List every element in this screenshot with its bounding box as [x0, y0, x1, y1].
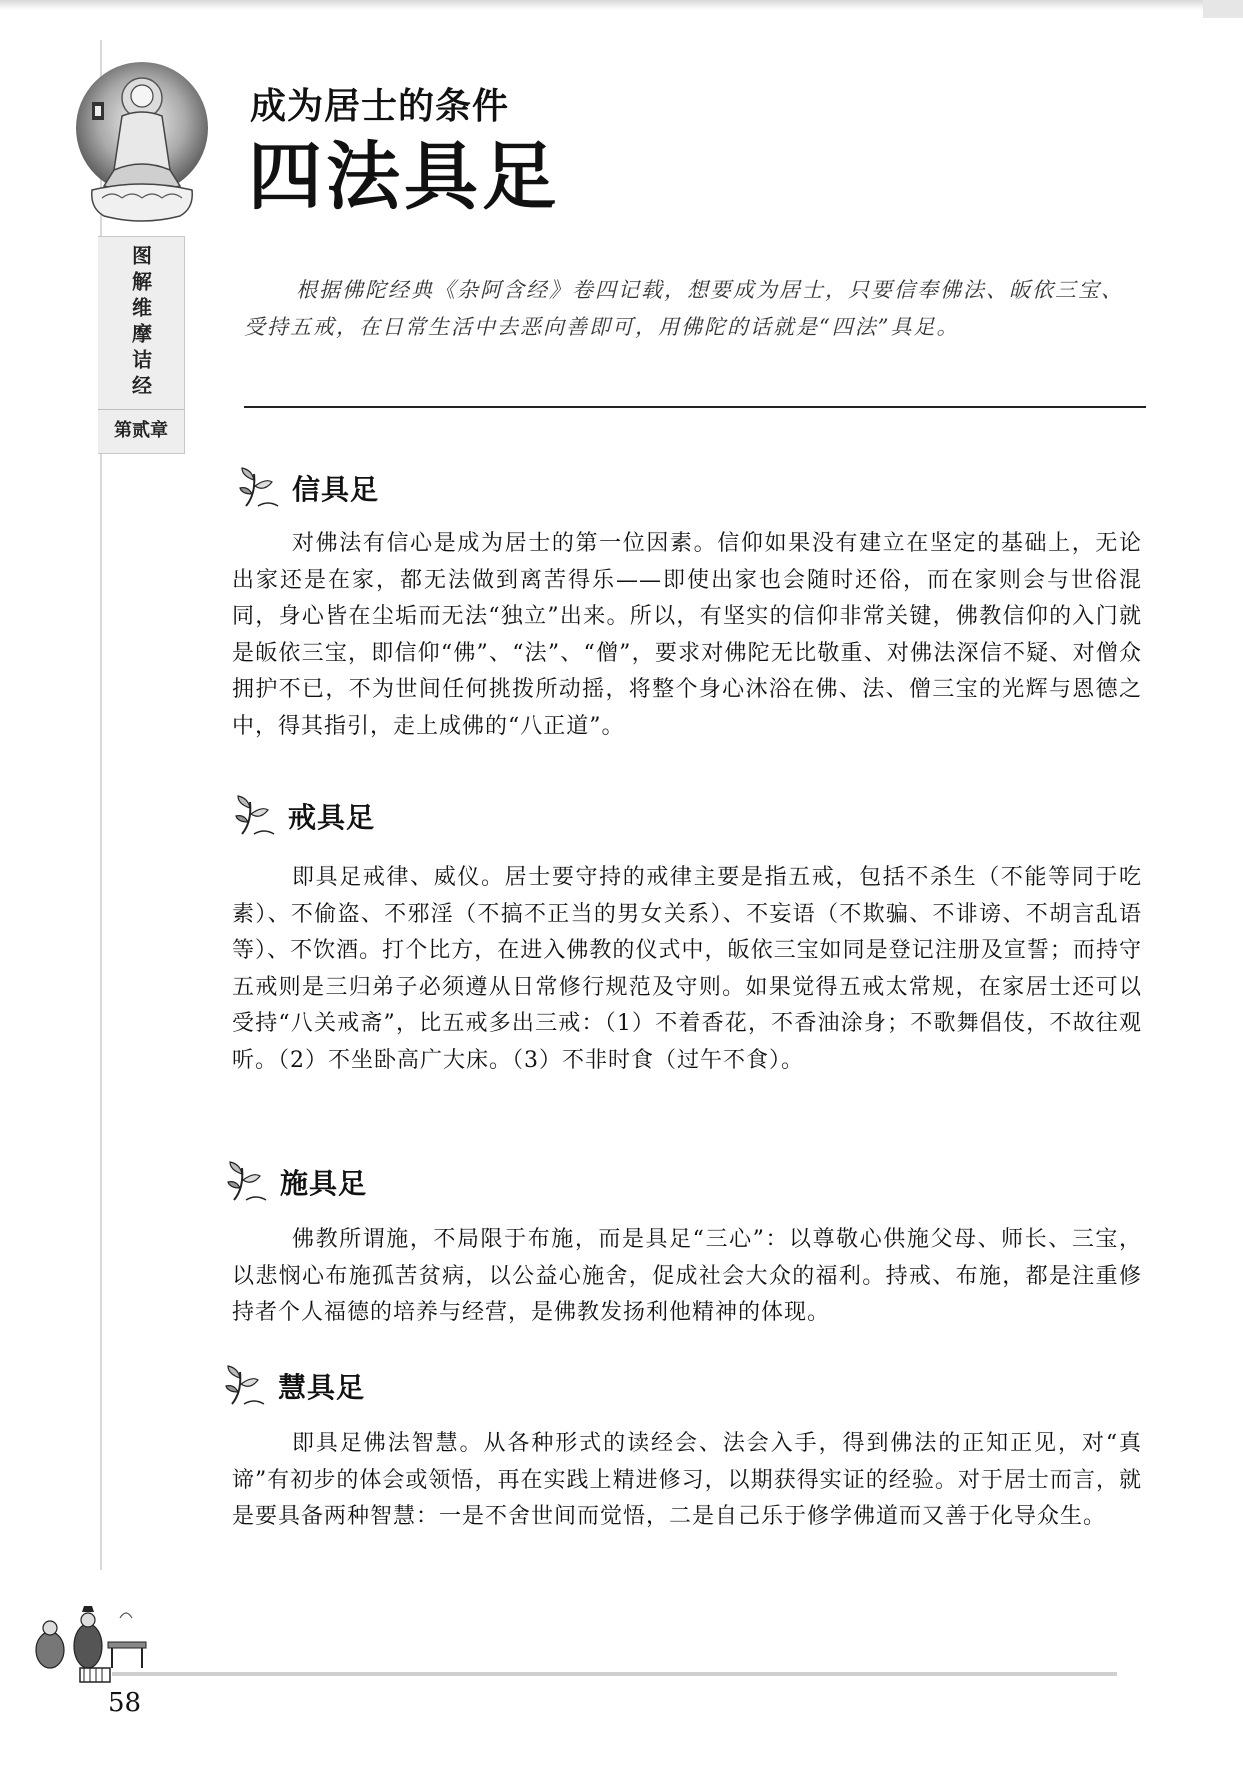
section-heading: [224, 1364, 365, 1408]
plant-icon: [226, 1160, 270, 1204]
book-title: 图解维摩诘经: [128, 245, 153, 401]
page-corner: [1203, 0, 1243, 18]
footer-rule: [112, 1672, 1117, 1676]
section-body: 佛教所谓施，不局限于布施，而是具足“三心”：以尊敬心供施父母、师长、三宝，以悲悯心布施孤苦贫病，以公益心施舍，促成社会大众的福利。持戒、布施，都是注重修持者个人福德的培养与经营，是佛教发扬利他精神的体现。: [232, 1227, 1142, 1325]
plant-icon: [238, 466, 282, 510]
page-subtitle: 成为居士的条件: [250, 85, 510, 127]
section-heading-text: 慧具足: [278, 1371, 366, 1404]
page-top-shadow: [0, 0, 1243, 10]
intro-paragraph: 根据佛陀经典《杂阿含经》卷四记载，想要成为居士，只要信奉佛法、皈依三宝、受持五戒，在日常生活中去恶向善即可，用佛陀的话就是“四法”具足。: [244, 278, 1124, 339]
section-body: 对佛法有信心是成为居士的第一位因素。信仰如果没有建立在坚定的基础上，无论出家还是在家，都无法做到离苦得乐——即使出家也会随时还俗，而在家则会与世俗混同，身心皆在尘垢而无法“独立”出来。所以，有坚实的信仰非常关键，佛教信仰的入门就是皈依三宝，即信仰“佛”、“法”、“僧”，要求对佛陀无比敬重、对佛法深信不疑、对僧众拥护不已，不为世间任何挑拨所动摇，将整个身心沐浴在佛、法、僧三宝的光辉与恩德之中，得其指引，走上成佛的“八正道”。: [232, 531, 1142, 739]
section-body: 即具足戒律、威仪。居士要守持的戒律主要是指五戒，包括不杀生（不能等同于吃素）、不偷盗、不邪淫（不搞不正当的男女关系）、不妄语（不欺骗、不诽谤、不胡言乱语等）、不饮酒。打个比方，在进入佛教的仪式中，皈依三宝如同是登记注册及宣誓；而持守五戒则是三归弟子必须遵从日常修行规范及守则。如果觉得五戒太常规，在家居士还可以受持“八关戒斋”，比五戒多出三戒：（1）不着香花，不香油涂身；不歌舞倡伎，不故往观听。（2）不坐卧高广大床。（3）不非时食（过午不食）。: [232, 865, 1142, 1073]
section-heading: [226, 1160, 367, 1204]
section-heading-text: 戒具足: [288, 801, 376, 834]
plant-icon: [224, 1364, 268, 1408]
section-heading: [238, 466, 379, 510]
plant-icon: [234, 794, 278, 838]
buddha-illustration: [62, 58, 218, 228]
section-heading: [234, 794, 375, 838]
section-body: 即具足佛法智慧。从各种形式的读经会、法会入手，得到佛法的正知正见，对“真谛”有初步的体会或领悟，再在实践上精进修习，以期获得实证的经验。对于居士而言，就是要具备两种智慧：一是不舍世间而觉悟，二是自己乐于修学佛道而又善于化导众生。: [232, 1431, 1142, 1529]
intro-divider: [244, 406, 1146, 408]
page-title: 四法具足: [248, 134, 560, 220]
page-number: 58: [108, 1688, 142, 1718]
side-tab: [98, 236, 185, 454]
chapter-label: 第贰章: [98, 409, 184, 448]
section-heading-text: 施具足: [280, 1167, 368, 1200]
section-heading-text: 信具足: [292, 473, 380, 506]
